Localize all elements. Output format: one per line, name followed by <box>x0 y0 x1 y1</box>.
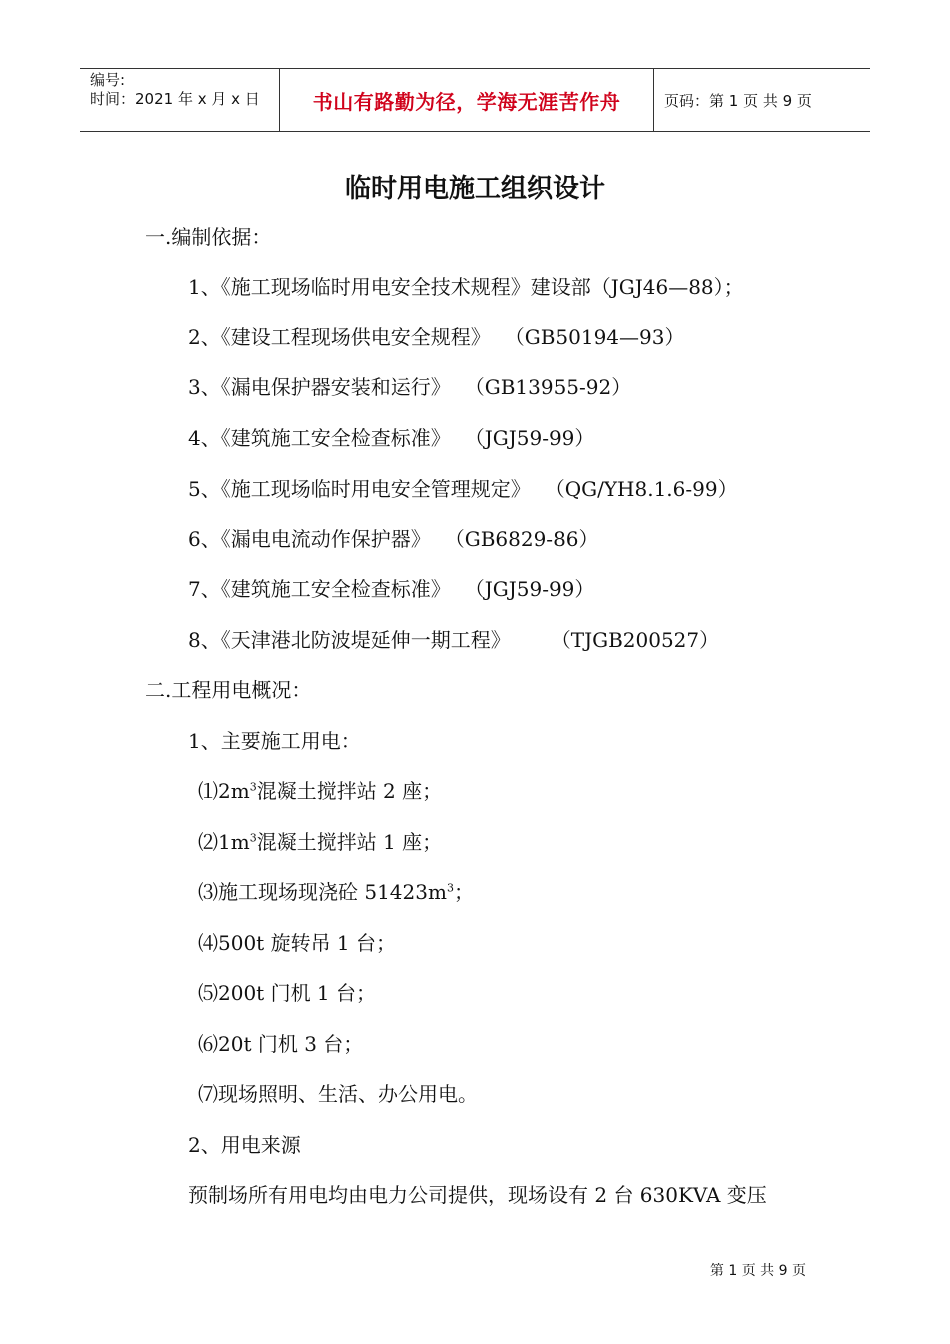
page-footer: 第 1 页 共 9 页 <box>709 1263 806 1279</box>
list-item: 1、《施工现场临时用电安全技术规程》建设部（JGJ46—88）； <box>188 275 744 299</box>
list-item: ⑶施工现场现浇砼 $51423m^3$； <box>198 880 474 904</box>
list-item: 2、《建设工程现场供电安全规程》 （GB50194—93） <box>188 325 685 349</box>
subsection-heading: 1、主要施工用电： <box>188 729 361 753</box>
list-item: ⑸200t 门机 1 台； <box>198 981 377 1005</box>
header-page-label: 页码：第 1 页 共 9 页 <box>664 91 812 110</box>
time-label: 时间：2021 年 x 月 x 日 <box>90 90 260 108</box>
list-item: $⑴2m^3$混凝土搅拌站 2 座； <box>198 779 443 803</box>
page-header <box>80 68 870 132</box>
section1-heading: 一.编制依据： <box>145 225 272 249</box>
list-item: ⑹20t 门机 3 台； <box>198 1032 364 1056</box>
document-title: 临时用电施工组织设计 <box>344 174 605 204</box>
subsection-heading: 2、用电来源 <box>188 1133 301 1157</box>
header-meta <box>80 69 280 131</box>
number-label: 编号: <box>90 71 126 89</box>
list-item: ⑺现场照明、生活、办公用电。 <box>198 1082 478 1106</box>
list-item: $⑵1m^3$混凝土搅拌站 1 座； <box>198 830 443 854</box>
list-item: 5、《施工现场临时用电安全管理规定》 （QG/YH8.1.6-99） <box>188 477 738 501</box>
list-item: 4、《建筑施工安全检查标准》 （JGJ59-99） <box>188 426 595 450</box>
list-item: 8、《天津港北防波堤延伸一期工程》 （TJGB200527） <box>188 628 720 652</box>
list-item: 3、《漏电保护器安装和运行》 （GB13955-92） <box>188 375 632 399</box>
list-item: 7、《建筑施工安全检查标准》 （JGJ59-99） <box>188 577 595 601</box>
paragraph: 预制场所有用电均由电力公司提供，现场设有 2 台 630KVA 变压 <box>188 1183 767 1207</box>
header-motto: 书山有路勤为径，学海无涯苦作舟 <box>280 69 654 131</box>
list-item: ⑷500t 旋转吊 1 台； <box>198 931 397 955</box>
section2-heading: 二.工程用电概况： <box>145 678 312 702</box>
list-item: 6、《漏电电流动作保护器》 （GB6829-86） <box>188 527 599 551</box>
